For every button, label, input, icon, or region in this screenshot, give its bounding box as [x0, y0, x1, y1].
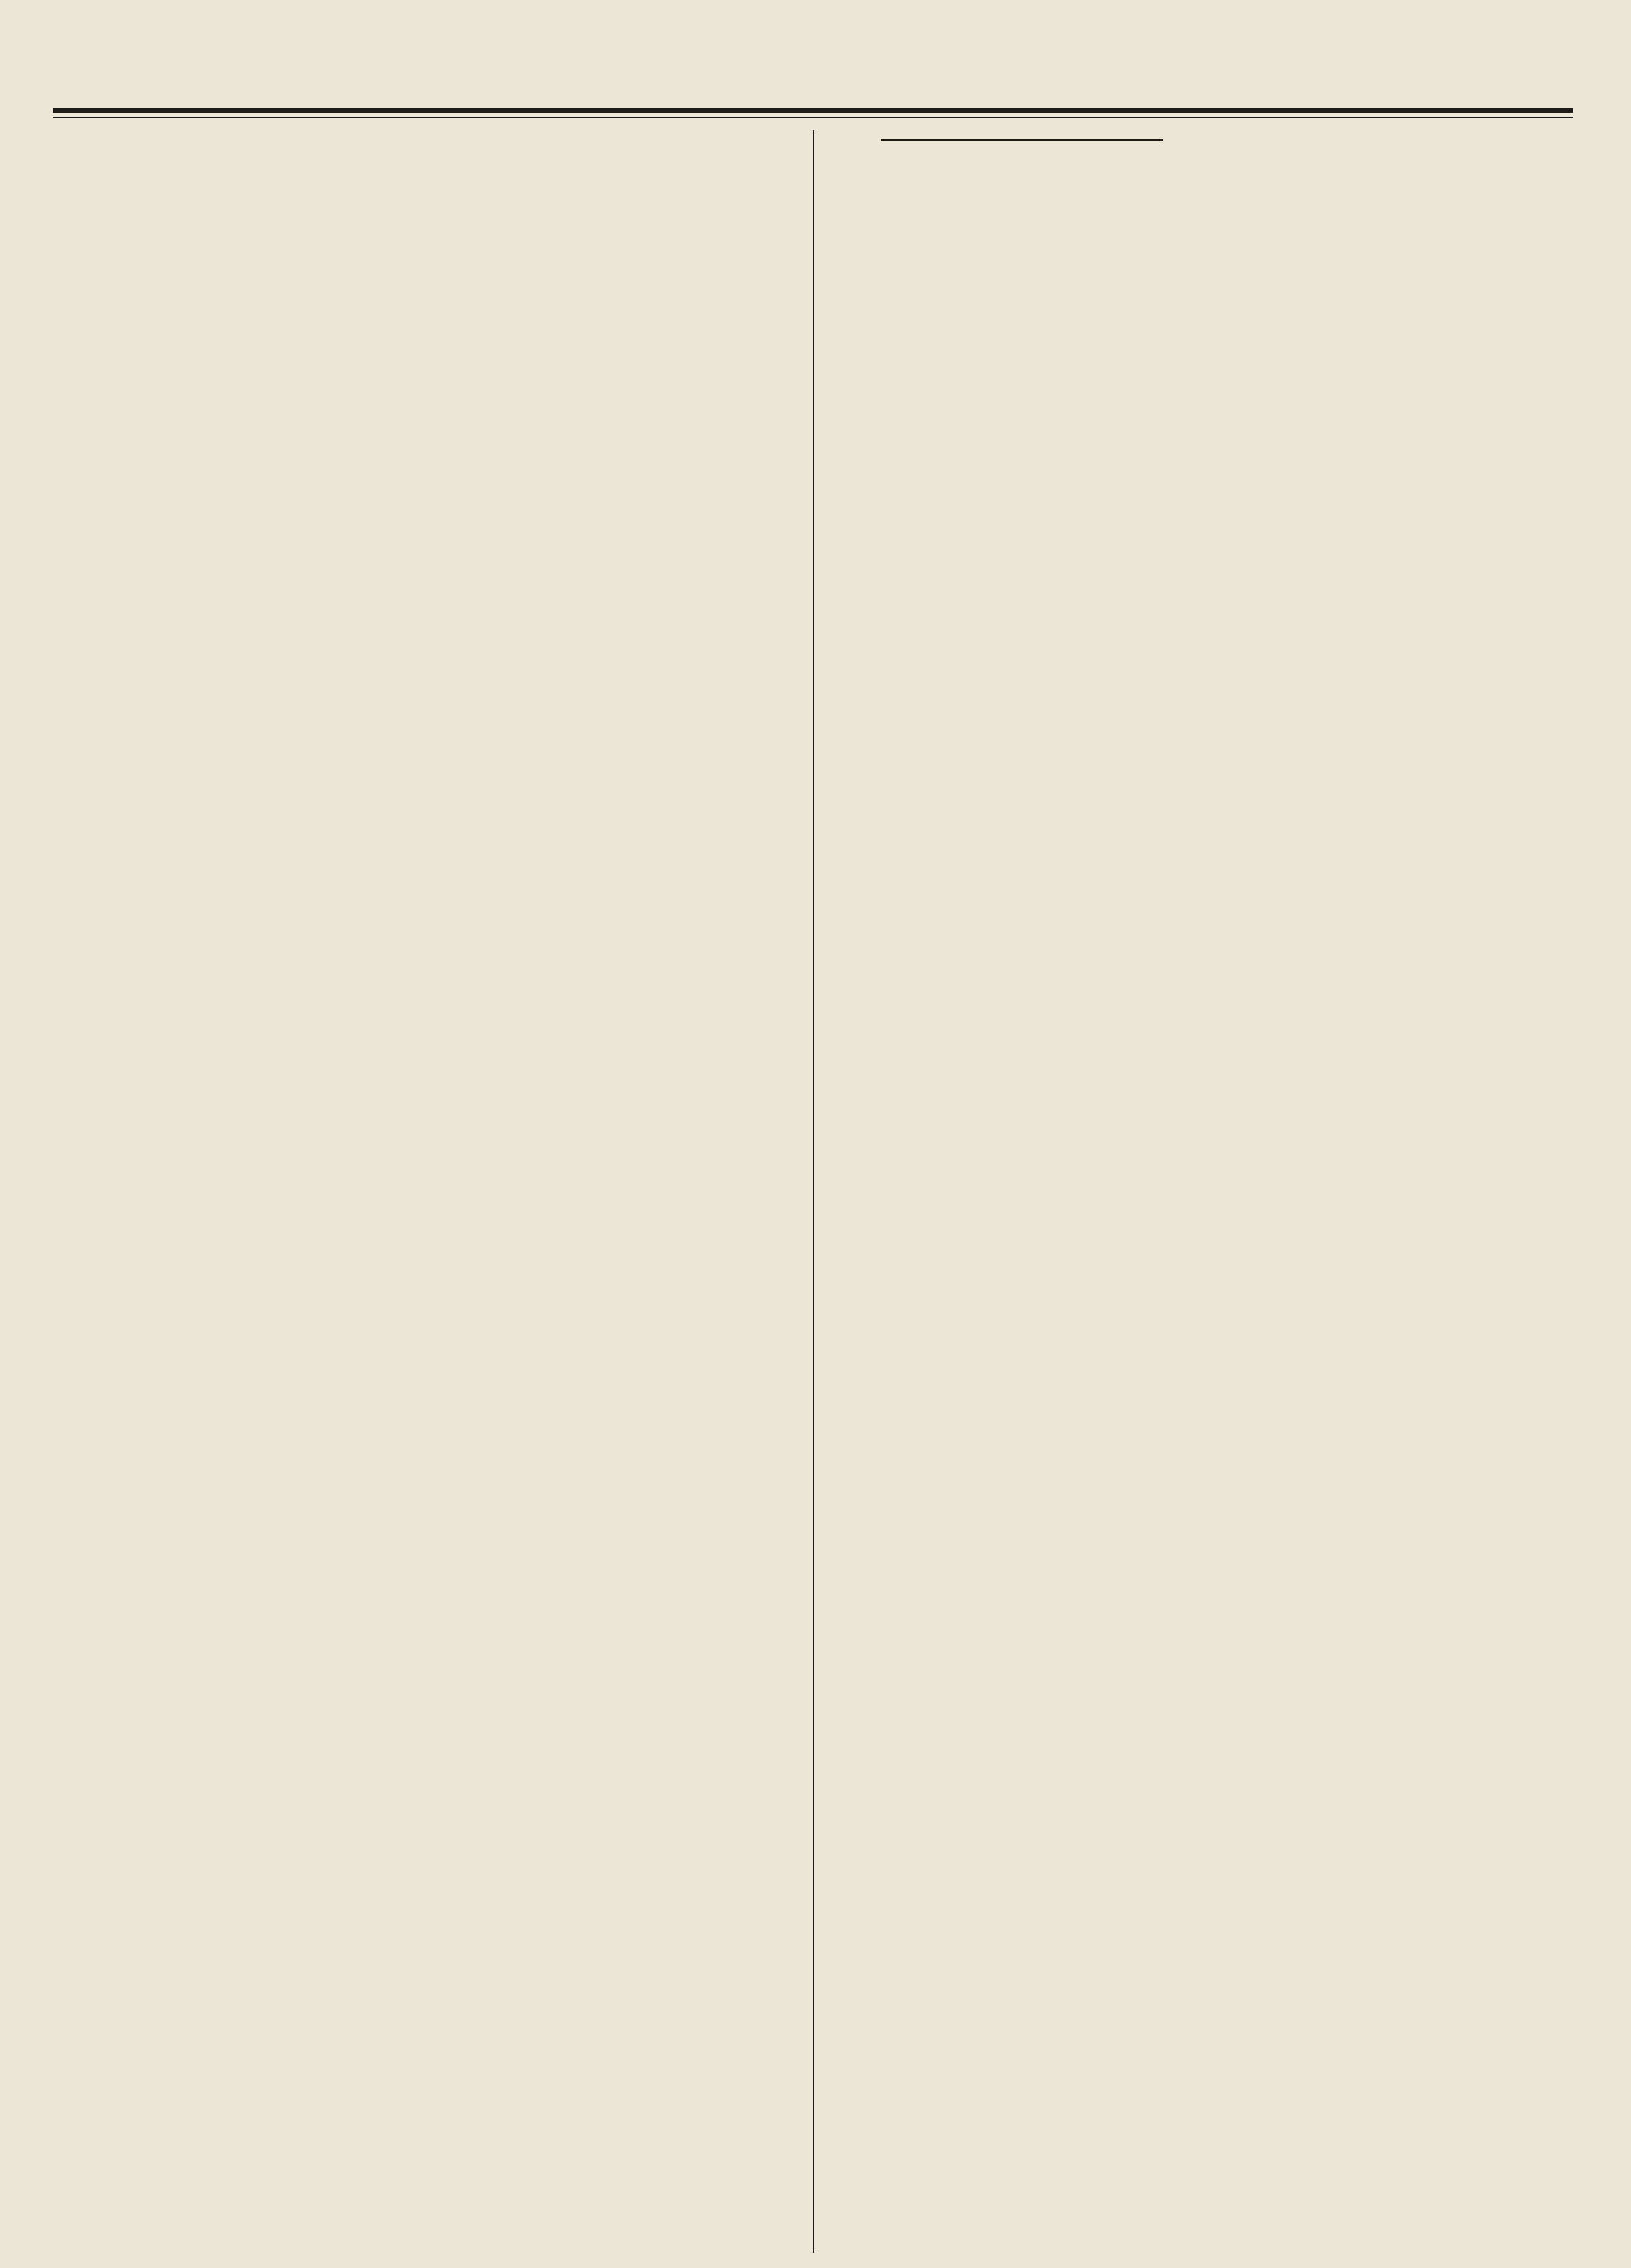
right-column: [833, 130, 1573, 2253]
footnote-rule: [881, 139, 1163, 141]
column-divider: [813, 130, 814, 2253]
text-columns: [53, 130, 1573, 2253]
header-rule-thin: [53, 117, 1573, 118]
header-rule-thick: [53, 108, 1573, 113]
page-header: [53, 23, 1573, 75]
left-column: [53, 130, 792, 2253]
